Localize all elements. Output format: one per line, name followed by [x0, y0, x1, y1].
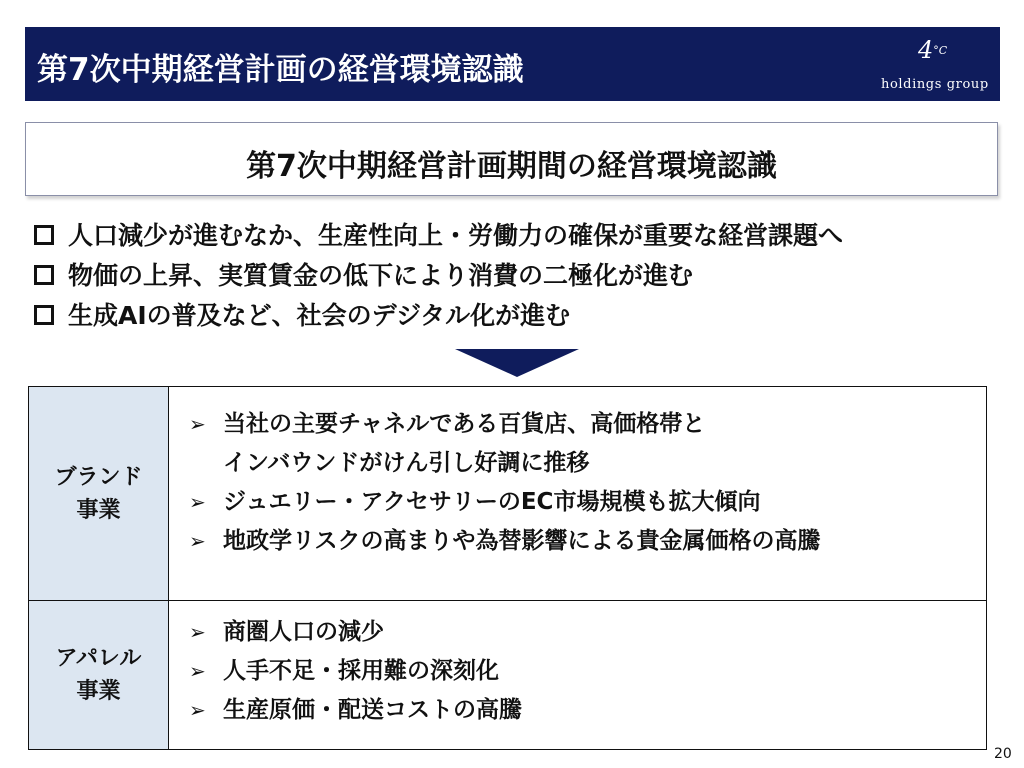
bullet-text: 物価の上昇、実質賃金の低下により消費の二極化が進む	[68, 261, 694, 290]
list-item	[189, 405, 986, 444]
subtitle-box	[25, 122, 998, 196]
logo-mark: 4	[918, 36, 934, 64]
row-label-line: 事業	[76, 679, 121, 704]
bullet-item	[32, 256, 843, 296]
arrow-bullet-icon: ➢	[189, 529, 206, 553]
list-item	[189, 483, 986, 522]
square-bullet-icon	[34, 305, 54, 325]
item-text: 人手不足・採用難の深刻化	[223, 658, 499, 684]
arrow-bullet-icon: ➢	[189, 659, 206, 683]
page-number: 20	[994, 746, 1012, 762]
bullet-item	[32, 296, 843, 336]
row-label-line: アパレル	[55, 646, 142, 671]
logo-text: holdings group	[881, 77, 989, 92]
business-table	[28, 386, 987, 750]
row-label-line: ブランド	[54, 464, 143, 490]
list-item	[189, 652, 986, 691]
item-text: ジュエリー・アクセサリーのEC市場規模も拡大傾向	[223, 489, 761, 515]
list-item-continuation	[189, 444, 986, 483]
bullet-list	[32, 216, 843, 336]
header-bar	[25, 27, 1000, 101]
list-item	[189, 691, 986, 730]
page-title: 第7次中期経営計画の経営環境認識	[37, 52, 524, 88]
row-content-apparel	[169, 601, 986, 749]
item-text: 地政学リスクの高まりや為替影響による貴金属価格の高騰	[223, 528, 821, 554]
item-text: インバウンドがけん引し好調に推移	[223, 450, 590, 476]
company-logo-icon	[918, 37, 947, 63]
list-item	[189, 613, 986, 652]
bullet-item	[32, 216, 843, 256]
item-text: 生産原価・配送コストの高騰	[223, 697, 522, 723]
subtitle: 第7次中期経営計画期間の経営環境認識	[246, 149, 777, 184]
list-item	[189, 522, 986, 561]
row-label-apparel	[29, 601, 169, 749]
square-bullet-icon	[34, 225, 54, 245]
bullet-text: 人口減少が進むなか、生産性向上・労働力の確保が重要な経営課題へ	[68, 221, 844, 250]
arrow-bullet-icon: ➢	[189, 412, 206, 436]
down-arrow-icon	[455, 349, 579, 377]
row-label-line: 事業	[76, 497, 121, 523]
row-content-brand	[169, 387, 986, 601]
bullet-text: 生成AIの普及など、社会のデジタル化が進む	[68, 301, 571, 330]
arrow-bullet-icon: ➢	[189, 620, 206, 644]
item-text: 商圏人口の減少	[223, 619, 384, 645]
row-label-brand	[29, 387, 169, 601]
item-text: 当社の主要チャネルである百貨店、高価格帯と	[223, 411, 706, 437]
arrow-bullet-icon: ➢	[189, 490, 206, 514]
square-bullet-icon	[34, 265, 54, 285]
logo-mark-sup: °C	[933, 44, 948, 57]
arrow-bullet-icon: ➢	[189, 698, 206, 722]
